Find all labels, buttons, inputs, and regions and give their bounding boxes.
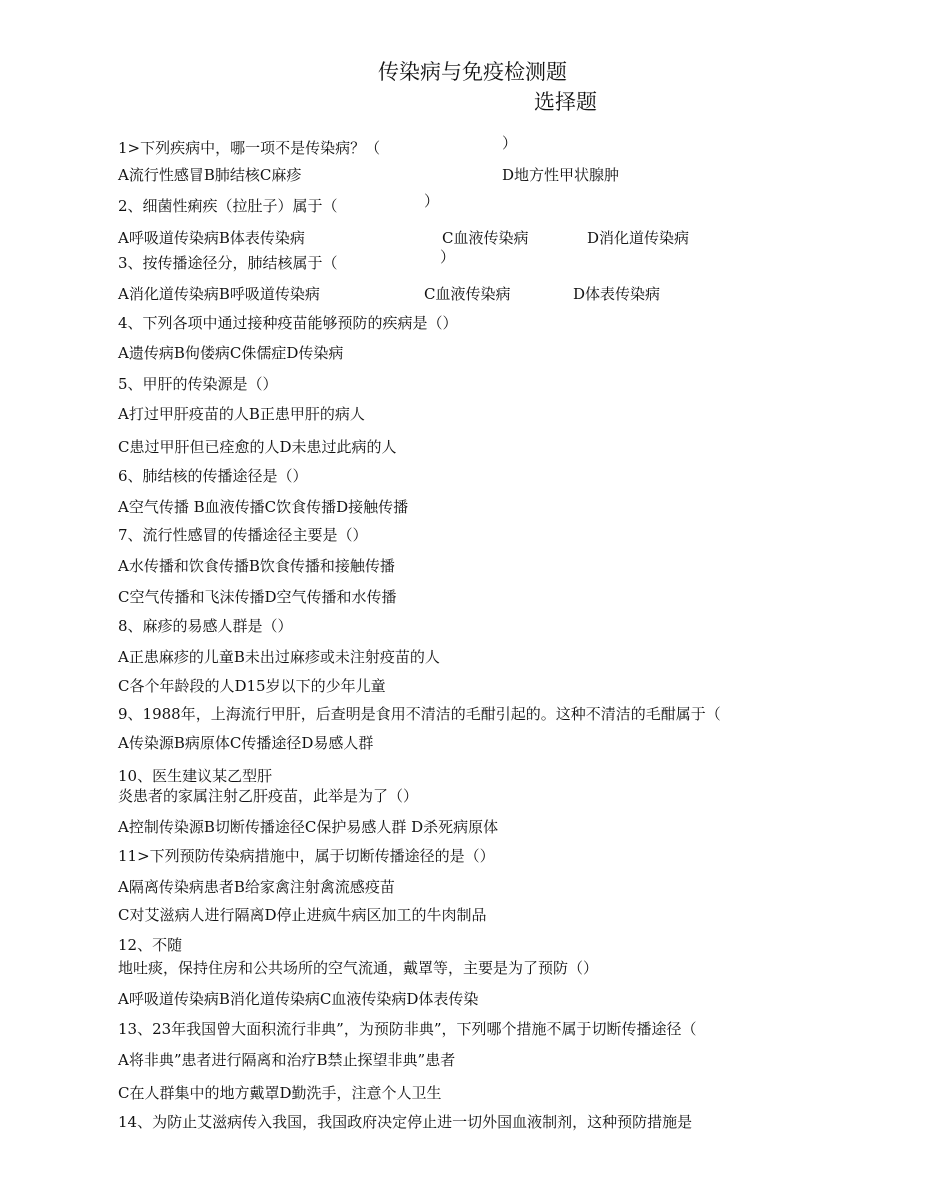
question-4-option-line-1: A遗传病B佝偻病C侏儒症D传染病 (118, 344, 344, 362)
question-8: 8、麻疹的易感人群是（） (118, 617, 293, 635)
section-title: 选择题 (534, 90, 597, 114)
question-3-option-line-1: A消化道传染病B呼吸道传染病 (118, 285, 320, 303)
question-3-option-line-2: C血液传染病 (424, 285, 511, 303)
question-9-option-line-1: A传染源B病原体C传播途径D易感人群 (118, 734, 374, 752)
question-14: 14、为防止艾滋病传入我国，我国政府决定停止进一切外国血液制剂，这种预防措施是 (118, 1113, 693, 1131)
question-7: 7、流行性感冒的传播途径主要是（） (118, 526, 368, 544)
question-2-close-paren: ） (424, 192, 440, 210)
question-9: 9、1988年，上海流行甲肝，后查明是食用不清洁的毛酣引起的。这种不清洁的毛酣属于（ (118, 705, 721, 723)
question-2-option-line-3: D消化道传染病 (587, 229, 690, 247)
question-2-option-line-2: C血液传染病 (442, 229, 529, 247)
question-6: 6、肺结核的传播途径是（） (118, 467, 308, 485)
question-5-option-line-2: C患过甲肝但已痊愈的人D未患过此病的人 (118, 438, 397, 456)
question-7-option-line-2: C空气传播和飞沫传播D空气传播和水传播 (118, 588, 397, 606)
question-1-option-line-2: D地方性甲状腺肿 (502, 166, 620, 184)
question-8-option-line-1: A正患麻疹的儿童B未出过麻疹或未注射疫苗的人 (118, 648, 440, 666)
question-5: 5、甲肝的传染源是（） (118, 375, 278, 393)
question-7-option-line-1: A水传播和饮食传播B饮食传播和接触传播 (118, 557, 395, 575)
question-13: 13、23年我国曾大面积流行非典”，为预防非典”，下列哪个措施不属于切断传播途径（ (118, 1020, 697, 1038)
question-10-option-line-1: A控制传染源B切断传播途径C保护易感人群 D杀死病原体 (118, 818, 499, 836)
question-11-option-line-2: C对艾滋病人进行隔离D停止进疯牛病区加工的牛肉制品 (118, 906, 487, 924)
question-1-option-line-1: A流行性感冒B肺结核C麻疹 (118, 166, 302, 184)
question-10-continued: 炎患者的家属注射乙肝疫苗，此举是为了（） (118, 787, 419, 805)
question-12-continued: 地吐痰，保持住房和公共场所的空气流通，戴罩等，主要是为了预防（） (118, 959, 599, 977)
question-13-option-line-1: A将非典”患者进行隔离和治疗B禁止探望非典”患者 (118, 1051, 456, 1069)
question-6-option-line-1: A空气传播 B血液传播C饮食传播D接触传播 (118, 498, 409, 516)
question-13-option-line-2: C在人群集中的地方戴罩D勤洗手，注意个人卫生 (118, 1084, 442, 1102)
question-12: 12、不随 (118, 936, 183, 954)
question-5-option-line-1: A打过甲肝疫苗的人B正患甲肝的病人 (118, 405, 365, 423)
question-1-close-paren: ） (502, 134, 518, 152)
question-4: 4、下列各项中通过接种疫苗能够预防的疾病是（） (118, 314, 458, 332)
question-2-option-line-1: A呼吸道传染病B体表传染病 (118, 229, 305, 247)
question-2: 2、细菌性痢疾（拉肚子）属于（ (118, 197, 338, 215)
question-12-option-line-1: A呼吸道传染病B消化道传染病C血液传染病D体表传染 (118, 990, 479, 1008)
page-title: 传染病与免疫检测题 (378, 60, 567, 84)
question-11-option-line-1: A隔离传染病患者B给家禽注射禽流感疫苗 (118, 878, 395, 896)
question-10: 10、医生建议某乙型肝 (118, 767, 273, 785)
question-8-option-line-2: C各个年龄段的人D15岁以下的少年儿童 (118, 677, 386, 695)
question-3: 3、按传播途径分，肺结核属于（ (118, 254, 338, 272)
question-3-close-paren: ） (440, 248, 456, 266)
question-11: 11>下列预防传染病措施中，属于切断传播途径的是（） (118, 847, 495, 865)
question-3-option-line-3: D体表传染病 (573, 285, 661, 303)
question-1: 1>下列疾病中，哪一项不是传染病？（ (118, 139, 381, 157)
